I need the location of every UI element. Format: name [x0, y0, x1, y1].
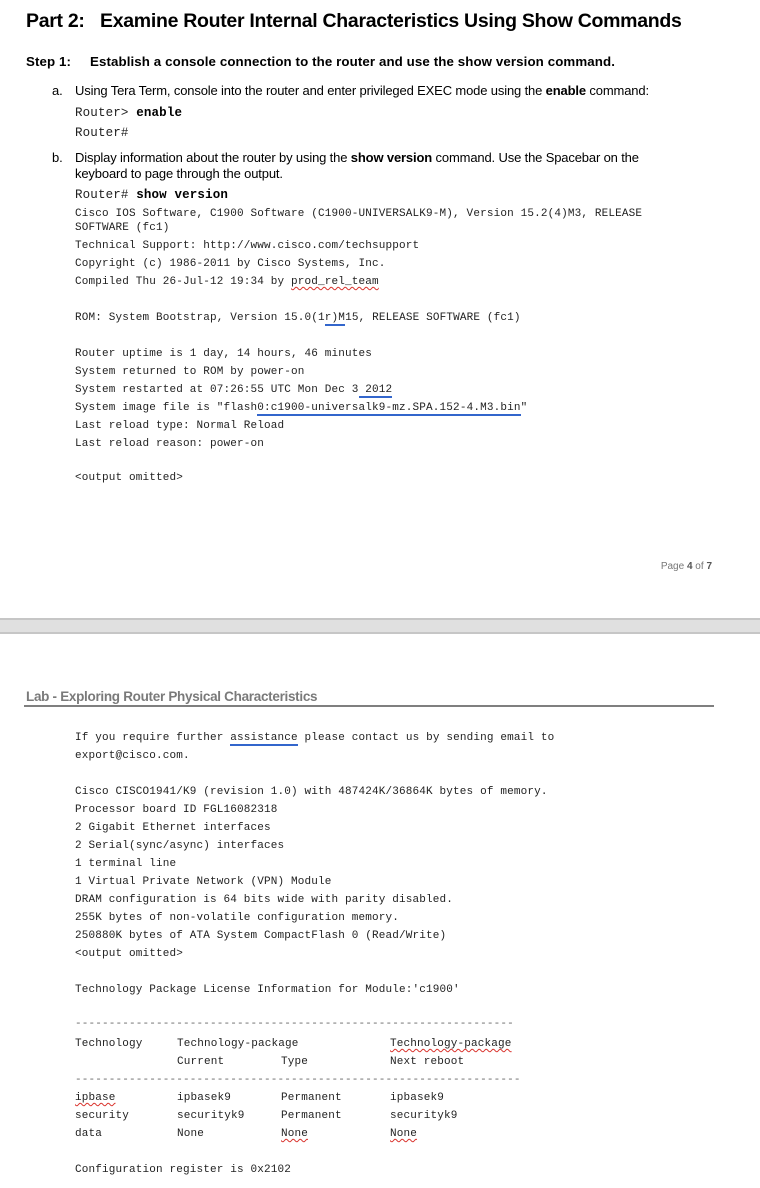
- substep-a-text: a. Using Tera Term, console into the router and enter privileged EXEC mode using the enable command:: [52, 83, 649, 98]
- output-omitted: <output omitted>: [75, 472, 184, 484]
- output-assistance: If you require further assistance please contact us by sending email to: [75, 732, 555, 744]
- output-hw-line: 255K bytes of non-volatile configuration memory.: [75, 912, 400, 924]
- output-config-register: Configuration register is 0x2102: [75, 1164, 292, 1176]
- table-cell: Permanent: [281, 1092, 342, 1104]
- cli-line-privileged-prompt: Router#: [75, 126, 129, 140]
- output-ios-line2: SOFTWARE (fc1): [75, 222, 170, 234]
- license-title: Technology Package License Information for Module:'c1900': [75, 984, 460, 996]
- step-title: Establish a console connection to the router and use the show version command.: [90, 54, 615, 69]
- table-header-current: Current: [177, 1056, 225, 1068]
- table-cell: ipbasek9: [177, 1092, 232, 1104]
- page-number: Page 4 of 7: [660, 561, 712, 572]
- table-cell: data: [75, 1128, 103, 1140]
- grammar-flag: 0:c1900-universalk9-mz.SPA.152-4.M3.bin: [257, 402, 521, 414]
- cli-line-show-version: Router# show version: [75, 188, 229, 202]
- output-hw-line: 1 terminal line: [75, 858, 177, 870]
- output-hw-line: 250880K bytes of ATA System CompactFlash 0 (Read/Write): [75, 930, 447, 942]
- output-copyright: Copyright (c) 1986-2011 by Cisco Systems, Inc.: [75, 258, 386, 270]
- dash-rule: -----------------------------------------------------------------: [75, 1018, 514, 1030]
- output-restarted: System restarted at 07:26:55 UTC Mon Dec 3 2012: [75, 384, 393, 396]
- show-version-keyword: show version: [350, 150, 433, 165]
- output-hw-line: Cisco CISCO1941/K9 (revision 1.0) with 487424K/36864K bytes of memory.: [75, 786, 548, 798]
- output-rom: ROM: System Bootstrap, Version 15.0(1r)M15, RELEASE SOFTWARE (fc1): [75, 312, 521, 324]
- table-cell: None: [390, 1128, 418, 1140]
- table-header-current-pkg: Technology-package: [177, 1038, 299, 1050]
- output-hw-line: Processor board ID FGL16082318: [75, 804, 278, 816]
- output-reload-reason: Last reload reason: power-on: [75, 438, 265, 450]
- output-uptime: Router uptime is 1 day, 14 hours, 46 minutes: [75, 348, 373, 360]
- table-header-technology: Technology: [75, 1038, 143, 1050]
- spellcheck-flag: prod_rel_team: [291, 276, 379, 288]
- table-cell: ipbasek9: [390, 1092, 445, 1104]
- output-hw-line: 2 Gigabit Ethernet interfaces: [75, 822, 271, 834]
- enable-keyword: enable: [545, 83, 586, 98]
- step-number: Step 1:: [26, 54, 72, 69]
- table-cell: None: [281, 1128, 309, 1140]
- table-cell: None: [177, 1128, 205, 1140]
- header-rule: [24, 705, 714, 707]
- part-title: Examine Router Internal Characteristics Using Show Commands: [100, 10, 682, 32]
- part-number: Part 2:: [26, 10, 85, 32]
- table-cell: security: [75, 1110, 130, 1122]
- output-image-file: System image file is "flash0:c1900-universalk9-mz.SPA.152-4.M3.bin": [75, 402, 528, 414]
- table-cell: ipbase: [75, 1092, 116, 1104]
- substep-a-label: a.: [52, 83, 63, 98]
- cli-line-enable: Router> enable: [75, 106, 183, 120]
- output-returned: System returned to ROM by power-on: [75, 366, 305, 378]
- substep-b-label: b.: [52, 150, 63, 165]
- page-separator: [0, 618, 760, 634]
- grammar-flag: assistance: [230, 732, 298, 744]
- output-email: export@cisco.com.: [75, 750, 190, 762]
- table-header-next-pkg: Technology-package: [390, 1038, 512, 1050]
- table-cell: securityk9: [390, 1110, 458, 1122]
- grammar-flag: r)M: [324, 312, 346, 324]
- grammar-flag: 2012: [358, 384, 393, 396]
- output-omitted: <output omitted>: [75, 948, 184, 960]
- output-ios-line1: Cisco IOS Software, C1900 Software (C1900-UNIVERSALK9-M), Version 15.2(4)M3, RELEASE: [75, 208, 643, 220]
- output-tech-support: Technical Support: http://www.cisco.com/techsupport: [75, 240, 420, 252]
- running-header: Lab - Exploring Router Physical Characteristics: [26, 689, 318, 704]
- table-header-type: Type: [281, 1056, 309, 1068]
- step-heading: [26, 54, 615, 69]
- table-cell: Permanent: [281, 1110, 342, 1122]
- substep-b-text: b. Display information about the router by using the show version command. Use the Spacebar on the keyboard to page through the output.: [52, 150, 639, 181]
- output-hw-line: 2 Serial(sync/async) interfaces: [75, 840, 285, 852]
- output-hw-line: 1 Virtual Private Network (VPN) Module: [75, 876, 332, 888]
- dash-rule: ------------------------------------------------------------------: [75, 1074, 521, 1086]
- table-cell: securityk9: [177, 1110, 245, 1122]
- part-heading: [26, 10, 682, 33]
- table-header-next-reboot: Next reboot: [390, 1056, 465, 1068]
- output-hw-line: DRAM configuration is 64 bits wide with parity disabled.: [75, 894, 454, 906]
- output-reload-type: Last reload type: Normal Reload: [75, 420, 285, 432]
- output-compiled: Compiled Thu 26-Jul-12 19:34 by prod_rel_team: [75, 276, 379, 288]
